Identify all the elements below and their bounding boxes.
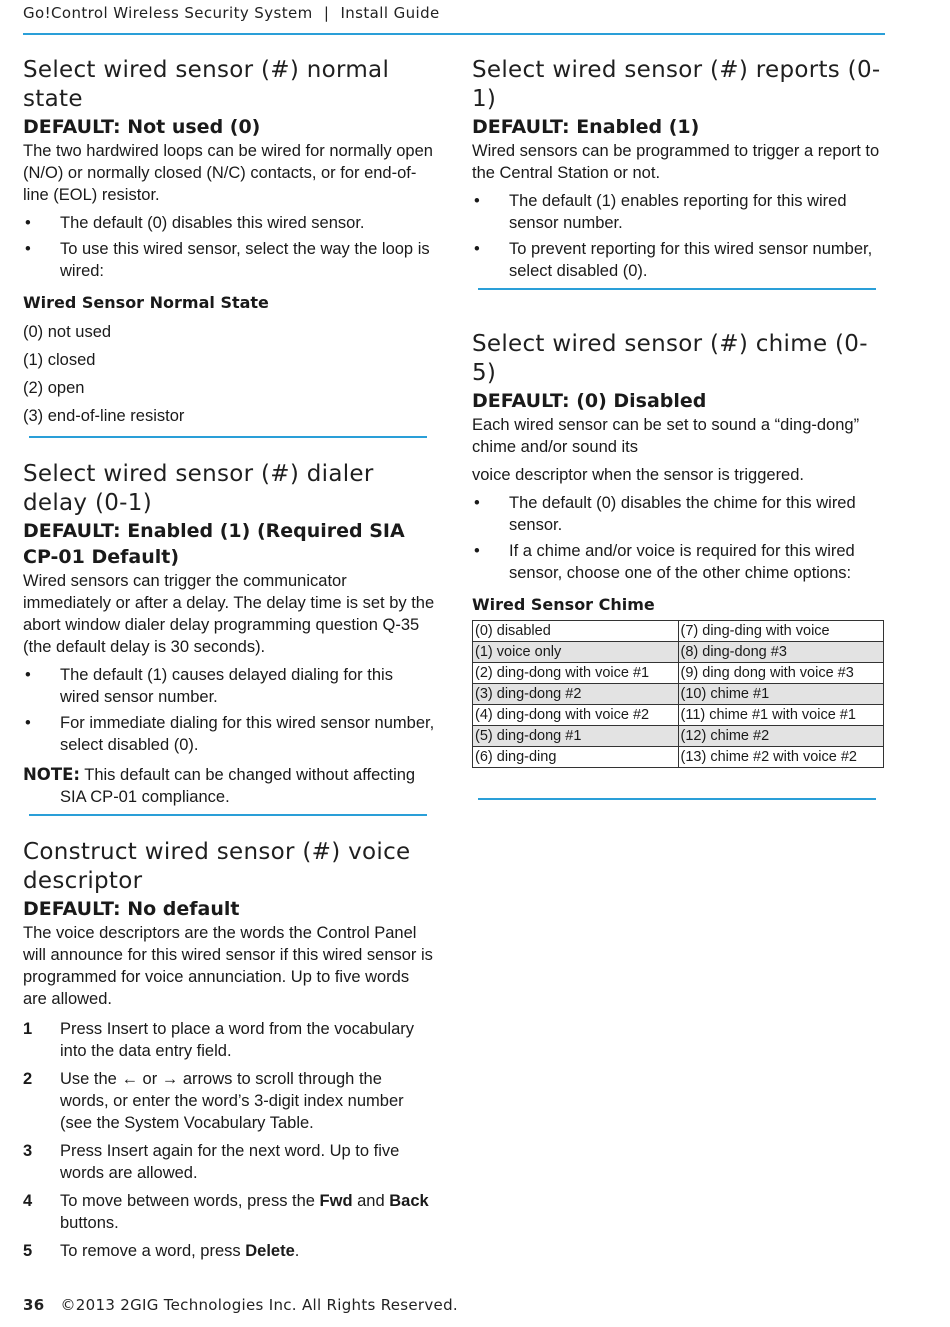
- list-item: • The default (1) causes delayed dialing for this wired sensor number.: [25, 666, 393, 706]
- bullet-list: [23, 664, 435, 756]
- section-voice-descriptor: [23, 838, 435, 1262]
- table-row: [473, 663, 884, 684]
- list-item: 2 Use the ← or → arrows to scroll through the words, or enter the word’s 3-digit index number (see the System Vocabulary Table.: [23, 1070, 404, 1132]
- section-title: Select wired sensor (#) reports (0-1): [472, 57, 881, 112]
- state-list: [23, 318, 435, 430]
- step-number: 4: [23, 1192, 33, 1210]
- note-label: NOTE:: [23, 765, 80, 784]
- list-item: • If a chime and/or voice is required for this wired sensor, choose one of the other chime options:: [474, 542, 855, 582]
- list-item: 4 To move between words, press the Fwd and Back buttons.: [23, 1192, 429, 1232]
- section-title: Select wired sensor (#) normal state: [23, 57, 390, 112]
- table-cell: (7) ding-ding with voice: [678, 621, 884, 642]
- list-item: (3) end-of-line resistor: [23, 407, 185, 425]
- note: [23, 764, 435, 808]
- table-row: [473, 684, 884, 705]
- section-chime: [472, 330, 884, 768]
- note-text: This default can be changed without affecting SIA CP-01 compliance.: [60, 766, 416, 806]
- page-header: [23, 4, 885, 35]
- table-cell: (4) ding-dong with voice #2: [473, 705, 679, 726]
- bullet-icon: •: [474, 192, 480, 210]
- section-body: The two hardwired loops can be wired for normally open (N/O) or normally closed (N/C) contacts, or for end-of-line (EOL) resistor.: [23, 142, 433, 204]
- table-cell: (6) ding-ding: [473, 747, 679, 768]
- section-default: DEFAULT: Enabled (1): [472, 116, 700, 138]
- table-cell: (1) voice only: [473, 642, 679, 663]
- step-list: [23, 1018, 435, 1262]
- section-default: DEFAULT: No default: [23, 898, 240, 920]
- bullet-icon: •: [25, 214, 31, 232]
- list-item: • To prevent reporting for this wired sensor number, select disabled (0).: [474, 240, 873, 280]
- left-column: [23, 56, 435, 1268]
- table-cell: (8) ding-dong #3: [678, 642, 884, 663]
- list-item: • The default (1) enables reporting for this wired sensor number.: [474, 192, 847, 232]
- bullet-icon: •: [25, 240, 31, 258]
- table-row: [473, 747, 884, 768]
- list-item: (2) open: [23, 379, 85, 397]
- chime-table: [472, 620, 884, 768]
- section-normal-state: [23, 56, 435, 430]
- section-divider: [29, 814, 427, 816]
- step-number: 2: [23, 1070, 33, 1088]
- table-cell: (13) chime #2 with voice #2: [678, 747, 884, 768]
- section-body: Wired sensors can trigger the communicator immediately or after a delay. The delay time is set by the abort window dialer delay programming question Q-35 (the default delay is 30 seconds).: [23, 572, 435, 656]
- bullet-list: [472, 492, 884, 584]
- section-default: DEFAULT: Enabled (1) (Required SIA CP-01 Default): [23, 520, 405, 568]
- table-cell: (0) disabled: [473, 621, 679, 642]
- bullet-list: [23, 212, 435, 282]
- section-default: DEFAULT: (0) Disabled: [472, 390, 707, 412]
- section-title: Construct wired sensor (#) voice descriptor: [23, 839, 411, 894]
- section-body: Each wired sensor can be set to sound a “ding-dong” chime and/or sound its: [472, 416, 860, 456]
- list-item: (1) closed: [23, 351, 96, 369]
- bullet-icon: •: [474, 542, 480, 560]
- section-dialer-delay: [23, 460, 435, 808]
- table-row: [473, 621, 884, 642]
- table-row: [473, 705, 884, 726]
- bullet-icon: •: [474, 494, 480, 512]
- bullet-icon: •: [474, 240, 480, 258]
- section-divider: [29, 436, 427, 438]
- section-body: voice descriptor when the sensor is triggered.: [472, 466, 804, 484]
- table-cell: (12) chime #2: [678, 726, 884, 747]
- list-item: 5 To remove a word, press Delete.: [23, 1242, 300, 1260]
- copyright: ©2013 2GIG Technologies Inc. All Rights Reserved.: [60, 1296, 458, 1314]
- header-product: Go!Control Wireless Security System: [23, 4, 313, 22]
- section-default: DEFAULT: Not used (0): [23, 116, 261, 138]
- table-cell: (2) ding-dong with voice #1: [473, 663, 679, 684]
- list-item: (0) not used: [23, 323, 112, 341]
- bullet-list: [472, 190, 884, 282]
- header-separator: |: [323, 4, 330, 22]
- table-row: [473, 726, 884, 747]
- section-divider: [478, 798, 876, 800]
- list-item: 1 Press Insert to place a word from the vocabulary into the data entry field.: [23, 1020, 414, 1060]
- page-footer: [23, 1296, 458, 1314]
- list-item: • For immediate dialing for this wired sensor number, select disabled (0).: [25, 714, 435, 754]
- section-divider: [478, 288, 876, 290]
- bullet-icon: •: [25, 714, 31, 732]
- step-number: 1: [23, 1020, 33, 1038]
- table-cell: (5) ding-dong #1: [473, 726, 679, 747]
- right-column: [472, 56, 884, 822]
- table-cell: (10) chime #1: [678, 684, 884, 705]
- table-cell: (3) ding-dong #2: [473, 684, 679, 705]
- list-item: • The default (0) disables the chime for this wired sensor.: [474, 494, 856, 534]
- section-body: The voice descriptors are the words the Control Panel will announce for this wired sensor if this wired sensor is programmed for voice annunciation. Up to five words are allowed.: [23, 924, 433, 1008]
- header-doc-type: Install Guide: [340, 4, 440, 22]
- section-title: Select wired sensor (#) chime (0-5): [472, 331, 868, 386]
- step-number: 3: [23, 1142, 33, 1160]
- table-cell: (9) ding dong with voice #3: [678, 663, 884, 684]
- list-item: 3 Press Insert again for the next word. Up to five words are allowed.: [23, 1142, 400, 1182]
- subheading: Wired Sensor Chime: [472, 595, 655, 614]
- bullet-icon: •: [25, 666, 31, 684]
- section-reports: [472, 56, 884, 282]
- subheading: Wired Sensor Normal State: [23, 293, 269, 312]
- section-title: Select wired sensor (#) dialer delay (0-1): [23, 461, 374, 516]
- section-body: Wired sensors can be programmed to trigger a report to the Central Station or not.: [472, 142, 880, 182]
- table-cell: (11) chime #1 with voice #1: [678, 705, 884, 726]
- step-number: 5: [23, 1242, 33, 1260]
- page-number: 36: [23, 1296, 45, 1314]
- list-item: • To use this wired sensor, select the way the loop is wired:: [25, 240, 430, 280]
- list-item: • The default (0) disables this wired sensor.: [25, 214, 365, 232]
- table-row: [473, 642, 884, 663]
